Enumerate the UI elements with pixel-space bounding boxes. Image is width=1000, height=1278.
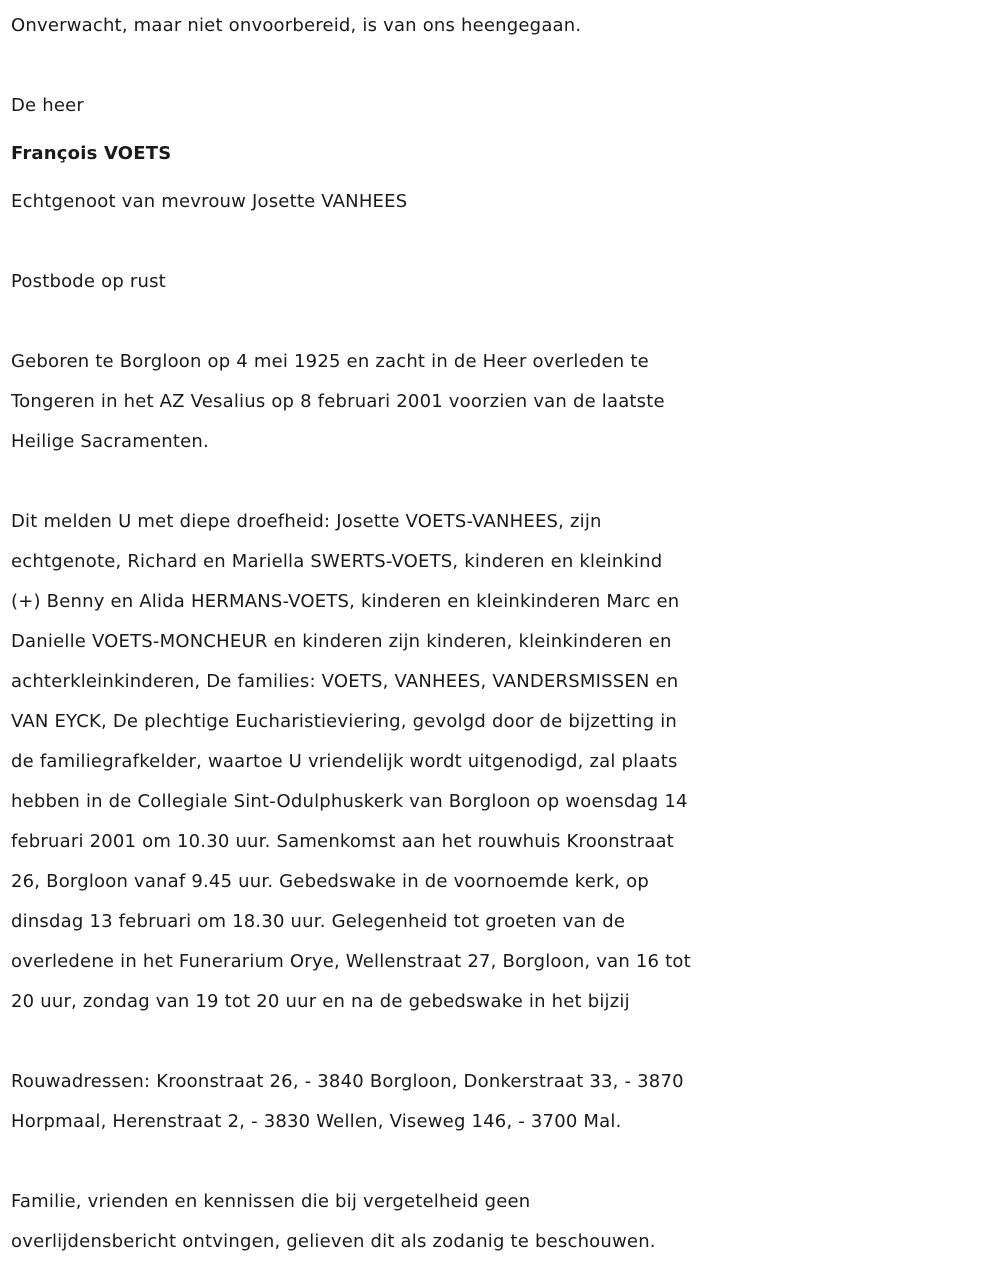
paragraph-line: VAN EYCK, De plechtige Eucharistieviering, gevolgd door de bijzetting in: [11, 711, 678, 732]
spacer: [11, 302, 991, 342]
paragraph-line: Horpmaal, Herenstraat 2, - 3830 Wellen, Viseweg 146, - 3700 Mal.: [11, 1111, 622, 1132]
salutation-line: De heer: [11, 95, 85, 116]
paragraph-line: de familiegrafkelder, waartoe U vriendelijk wordt uitgenodigd, zal plaats: [11, 751, 678, 772]
spacer: [11, 462, 991, 502]
deceased-name: [11, 134, 991, 174]
obituary-document: [11, 6, 991, 1262]
paragraph-line: dinsdag 13 februari om 18.30 uur. Gelegenheid tot groeten van de: [11, 911, 626, 932]
paragraph-line: Geboren te Borgloon op 4 mei 1925 en zacht in de Heer overleden te: [11, 351, 649, 372]
paragraph-line: achterkleinkinderen, De families: VOETS, VANHEES, VANDERSMISSEN en: [11, 671, 679, 692]
spacer: [11, 126, 991, 134]
closing-paragraph: [11, 1182, 991, 1262]
spouse-line: Echtgenoot van mevrouw Josette VANHEES: [11, 191, 408, 212]
announcement-paragraph: [11, 502, 991, 1022]
spouse-info: [11, 182, 991, 222]
profession-line: Postbode op rust: [11, 271, 166, 292]
intro-line: Onverwacht, maar niet onvoorbereid, is van ons heengegaan.: [11, 15, 582, 36]
paragraph-line: Danielle VOETS-MONCHEUR en kinderen zijn kinderen, kleinkinderen en: [11, 631, 672, 652]
intro-text: [11, 6, 991, 46]
paragraph-line: hebben in de Collegiale Sint-Odulphuskerk van Borgloon op woensdag 14: [11, 791, 688, 812]
paragraph-line: overlijdensbericht ontvingen, gelieven dit als zodanig te beschouwen.: [11, 1231, 656, 1252]
paragraph-line: Tongeren in het AZ Vesalius op 8 februari 2001 voorzien van de laatste: [11, 391, 665, 412]
paragraph-line: Dit melden U met diepe droefheid: Josette VOETS-VANHEES, zijn: [11, 511, 602, 532]
paragraph-line: overledene in het Funerarium Orye, Wellenstraat 27, Borgloon, van 16 tot: [11, 951, 691, 972]
paragraph-line: 20 uur, zondag van 19 tot 20 uur en na de gebedswake in het bijzij: [11, 991, 630, 1012]
paragraph-line: (+) Benny en Alida HERMANS-VOETS, kinderen en kleinkinderen Marc en: [11, 591, 680, 612]
spacer: [11, 1022, 991, 1062]
spacer: [11, 46, 991, 86]
paragraph-line: Familie, vrienden en kennissen die bij vergetelheid geen: [11, 1191, 531, 1212]
paragraph-line: 26, Borgloon vanaf 9.45 uur. Gebedswake in de voornoemde kerk, op: [11, 871, 649, 892]
paragraph-line: echtgenote, Richard en Mariella SWERTS-VOETS, kinderen en kleinkind: [11, 551, 663, 572]
paragraph-line: februari 2001 om 10.30 uur. Samenkomst aan het rouwhuis Kroonstraat: [11, 831, 674, 852]
salutation: [11, 86, 991, 126]
paragraph-line: Heilige Sacramenten.: [11, 431, 209, 452]
birth-death-paragraph: [11, 342, 991, 462]
addresses-paragraph: [11, 1062, 991, 1142]
spacer: [11, 174, 991, 182]
spacer: [11, 1142, 991, 1182]
deceased-name-line: François VOETS: [11, 143, 172, 164]
paragraph-line: Rouwadressen: Kroonstraat 26, - 3840 Borgloon, Donkerstraat 33, - 3870: [11, 1071, 684, 1092]
spacer: [11, 222, 991, 262]
profession: [11, 262, 991, 302]
